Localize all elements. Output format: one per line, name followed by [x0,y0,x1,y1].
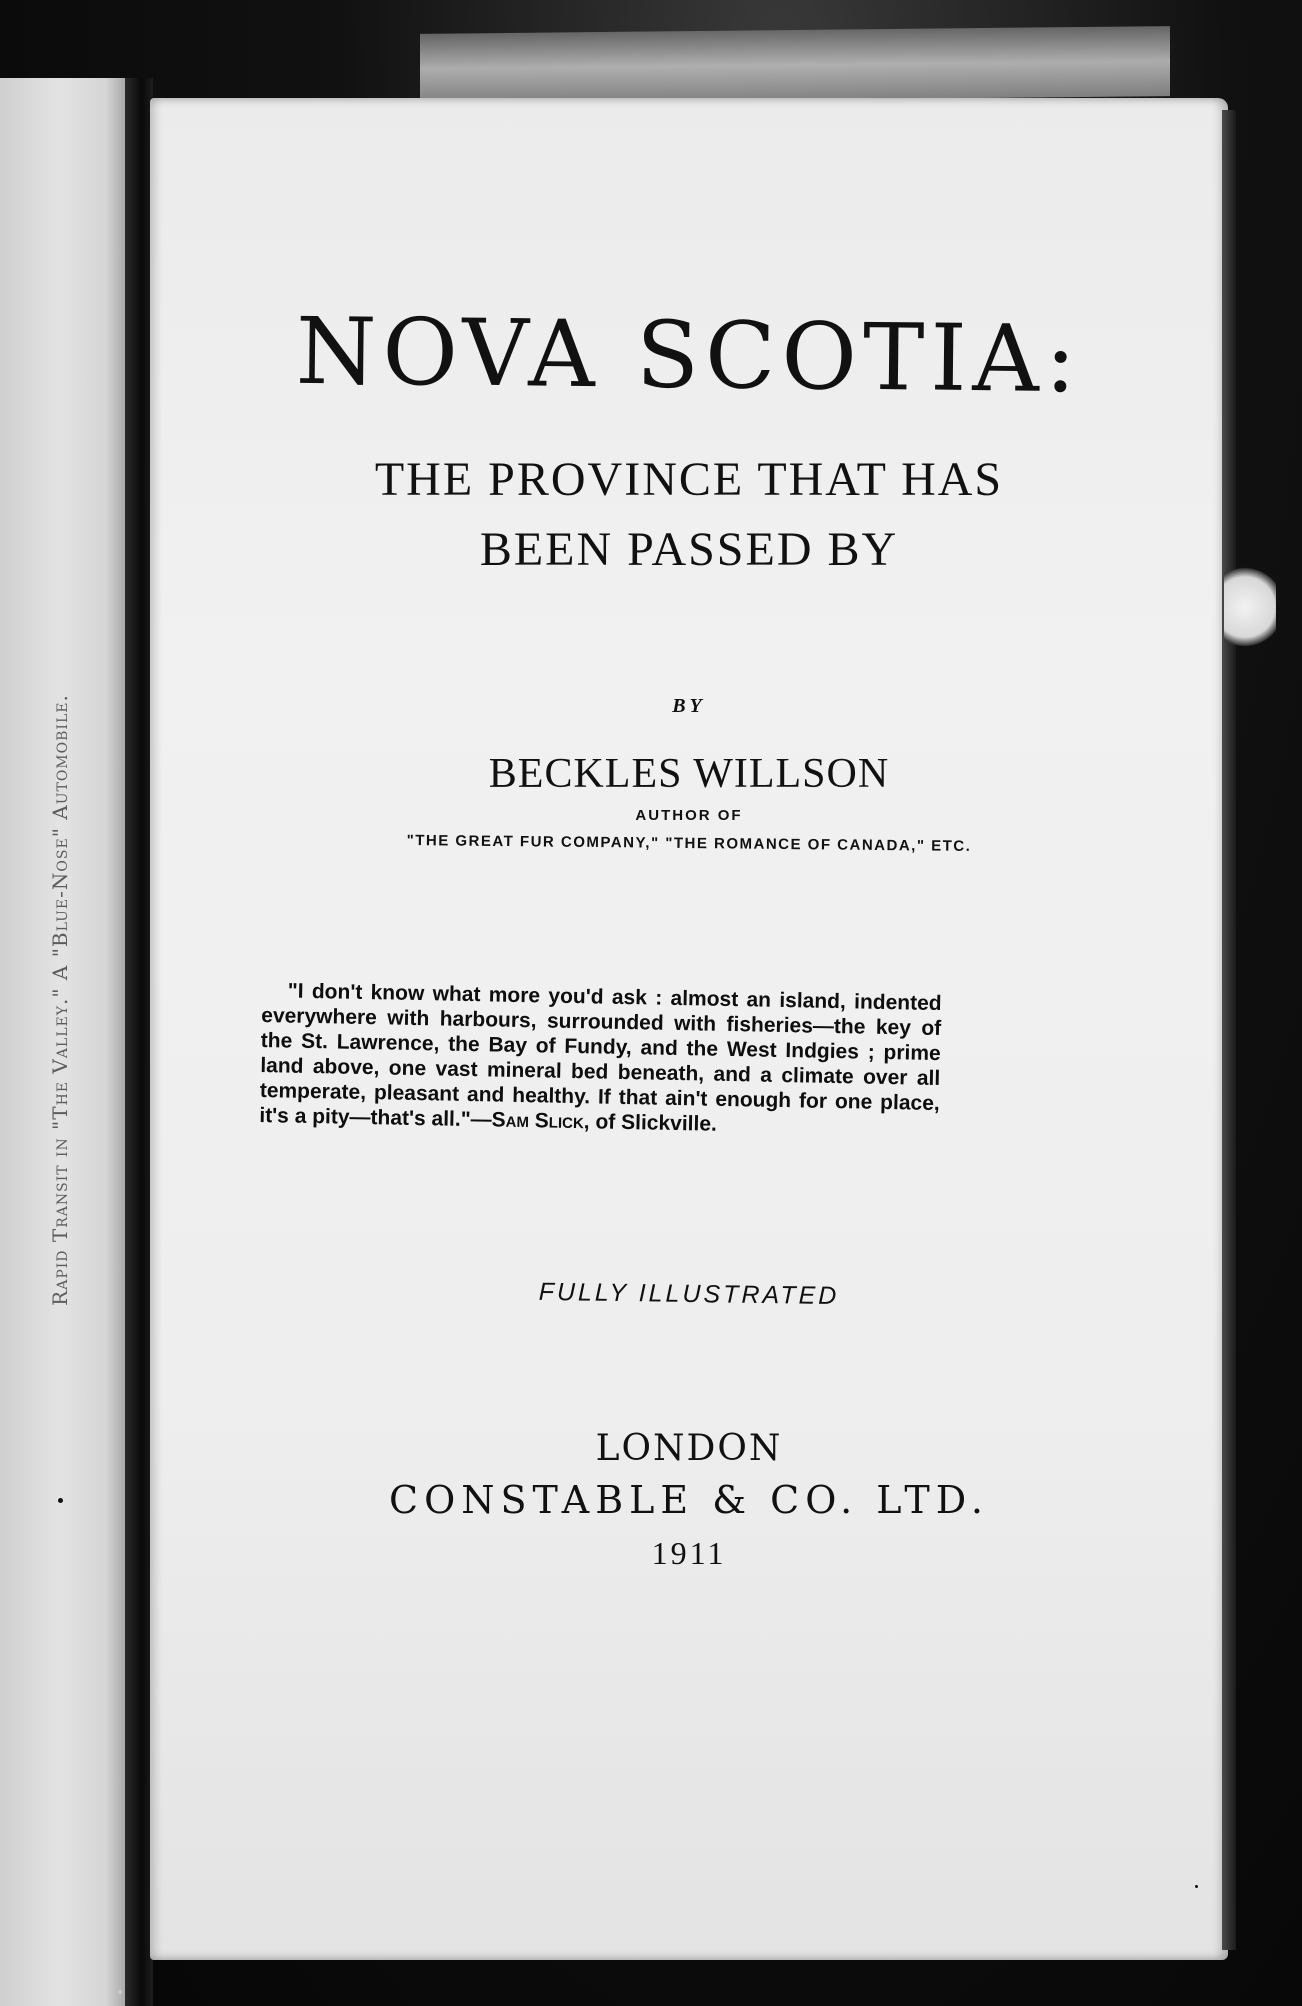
by-label: BY [672,695,706,717]
epigraph-attribution: Sam Slick [491,1108,585,1134]
imprint-year: 1911 [651,1535,727,1571]
imprint-publisher: CONSTABLE & CO. LTD. [389,1478,989,1522]
binding-strip [420,26,1170,104]
page-tab [1224,562,1276,652]
epigraph-text: "I don't know what more you'd ask : almost an island, indented everywhere with harbours, surrounded with fisheries—the key of the St. Lawrence, the Bay of Fundy, and the West Indgies ; prime land above, one vast mineral bed beneath, and a climate over all temperate, pleasant and healthy. If that ain't enough for one place, it's a pity—that's all."— [259,979,942,1132]
book-subtitle-line-2: BEEN PASSED BY [479,523,899,576]
scan-speck [58,1498,63,1503]
book-subtitle-line-1: THE PROVINCE THAT HAS [374,453,1004,506]
epigraph-attribution-suffix: , of Slickville. [583,1110,718,1136]
imprint-city: LONDON [595,1428,783,1469]
illustrated-note: FULLY ILLUSTRATED [538,1277,840,1311]
book-title: NOVA SCOTIA: [295,297,1083,414]
gutter-shadow [125,78,153,2006]
scan-speck [118,1990,122,1994]
author-of-label: AUTHOR OF [635,807,743,824]
scan-speck [1195,1885,1198,1888]
author-name: BECKLES WILLSON [488,751,890,797]
epigraph [259,978,942,1141]
other-works: "THE GREAT FUR COMPANY," "THE ROMANCE OF CANADA," ETC. [406,832,972,855]
facing-page-caption: Rapid Transit in "The Valley." A "Blue-Nose" Automobile. [48,694,72,1306]
